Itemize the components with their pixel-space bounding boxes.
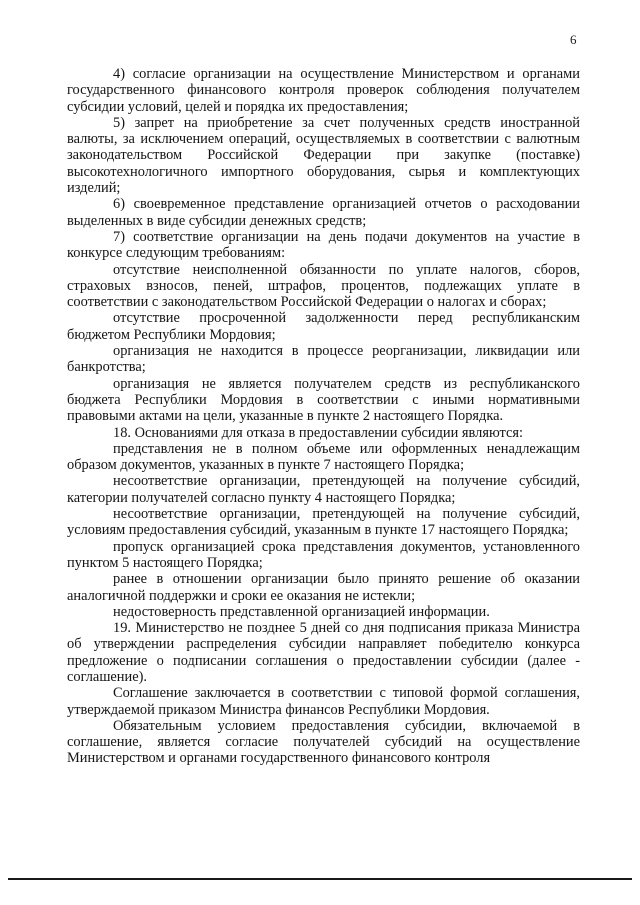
paragraph-refusal-missed-deadline: пропуск организацией срока представления документов, установленного пунктом 5 настоящего Порядка; — [67, 538, 580, 571]
paragraph-requirement-no-tax-debt: отсутствие неисполненной обязанности по уплате налогов, сборов, страховых взносов, пеней, штрафов, процентов, подлежащих уплате в соответствии с законодательством Российской Федерации о налогах и сборах; — [67, 261, 580, 311]
page-bottom-border — [8, 878, 632, 880]
paragraph-requirement-no-reorganization: организация не находится в процессе реорганизации, ликвидации или банкротства; — [67, 343, 580, 376]
paragraph-agreement-template: Соглашение заключается в соответствии с типовой формой соглашения, утверждаемой приказом Министра финансов Республики Мордовия. — [67, 685, 580, 718]
paragraph-mandatory-condition: Обязательным условием предоставления субсидии, включаемой в соглашение, является согласие получателей субсидий на осуществление Министерством и органами государственного финансового контроля — [67, 717, 580, 767]
document-body — [67, 66, 580, 767]
paragraph-item-7-requirements: 7) соответствие организации на день подачи документов на участие в конкурсе следующим требованиям: — [67, 228, 580, 262]
paragraph-refusal-conditions-mismatch: несоответствие организации, претендующей на получение субсидий, условиям предоставления субсидий, указанным в пункте 17 настоящего Порядка; — [67, 506, 580, 539]
paragraph-item-6-reports: 6) своевременное представление организацией отчетов о расходовании выделенных в виде субсидии денежных средств; — [67, 196, 580, 229]
paragraph-refusal-false-info: недостоверность представленной организацией информации. — [113, 603, 490, 620]
paragraph-section-18-heading: 18. Основаниями для отказа в предоставлении субсидии являются: — [113, 424, 523, 441]
paragraph-refusal-category-mismatch: несоответствие организации, претендующей на получение субсидий, категории получателей согласно пункту 4 настоящего Порядка; — [67, 473, 580, 506]
paragraph-requirement-no-budget-debt: отсутствие просроченной задолженности перед республиканским бюджетом Республики Мордовия; — [67, 310, 580, 343]
paragraph-refusal-prior-support: ранее в отношении организации было принято решение об оказании аналогичной поддержки и сроки ее оказания не истекли; — [67, 571, 580, 604]
paragraph-section-19: 19. Министерство не позднее 5 дней со дня подписания приказа Министра об утверждении распределения субсидии направляет победителю конкурса предложение о подписании соглашения о предоставлении субсидии (далее - соглашение). — [67, 620, 580, 685]
paragraph-item-5-currency-ban: 5) запрет на приобретение за счет полученных средств иностранной валюты, за исключением операций, осуществляемых в соответствии с валютным законодательством Российской Федерации при закупке (поставке) высокотехнологичного импортного оборудования, сырья и комплектующих изделий; — [67, 114, 580, 197]
page-number: 6 — [570, 32, 577, 47]
paragraph-refusal-incomplete-docs: представления не в полном объеме или оформленных ненадлежащим образом документов, указанных в пункте 7 настоящего Порядка; — [67, 440, 580, 474]
paragraph-item-4-consent: 4) согласие организации на осуществление Министерством и органами государственного финансового контроля проверок соблюдения получателем субсидии условий, целей и порядка их предоставления; — [67, 66, 580, 115]
paragraph-requirement-not-recipient: организация не является получателем средств из республиканского бюджета Республики Мордовия в соответствии с иными нормативными правовыми актами на цели, указанные в пункте 2 настоящего Порядка. — [67, 375, 580, 425]
